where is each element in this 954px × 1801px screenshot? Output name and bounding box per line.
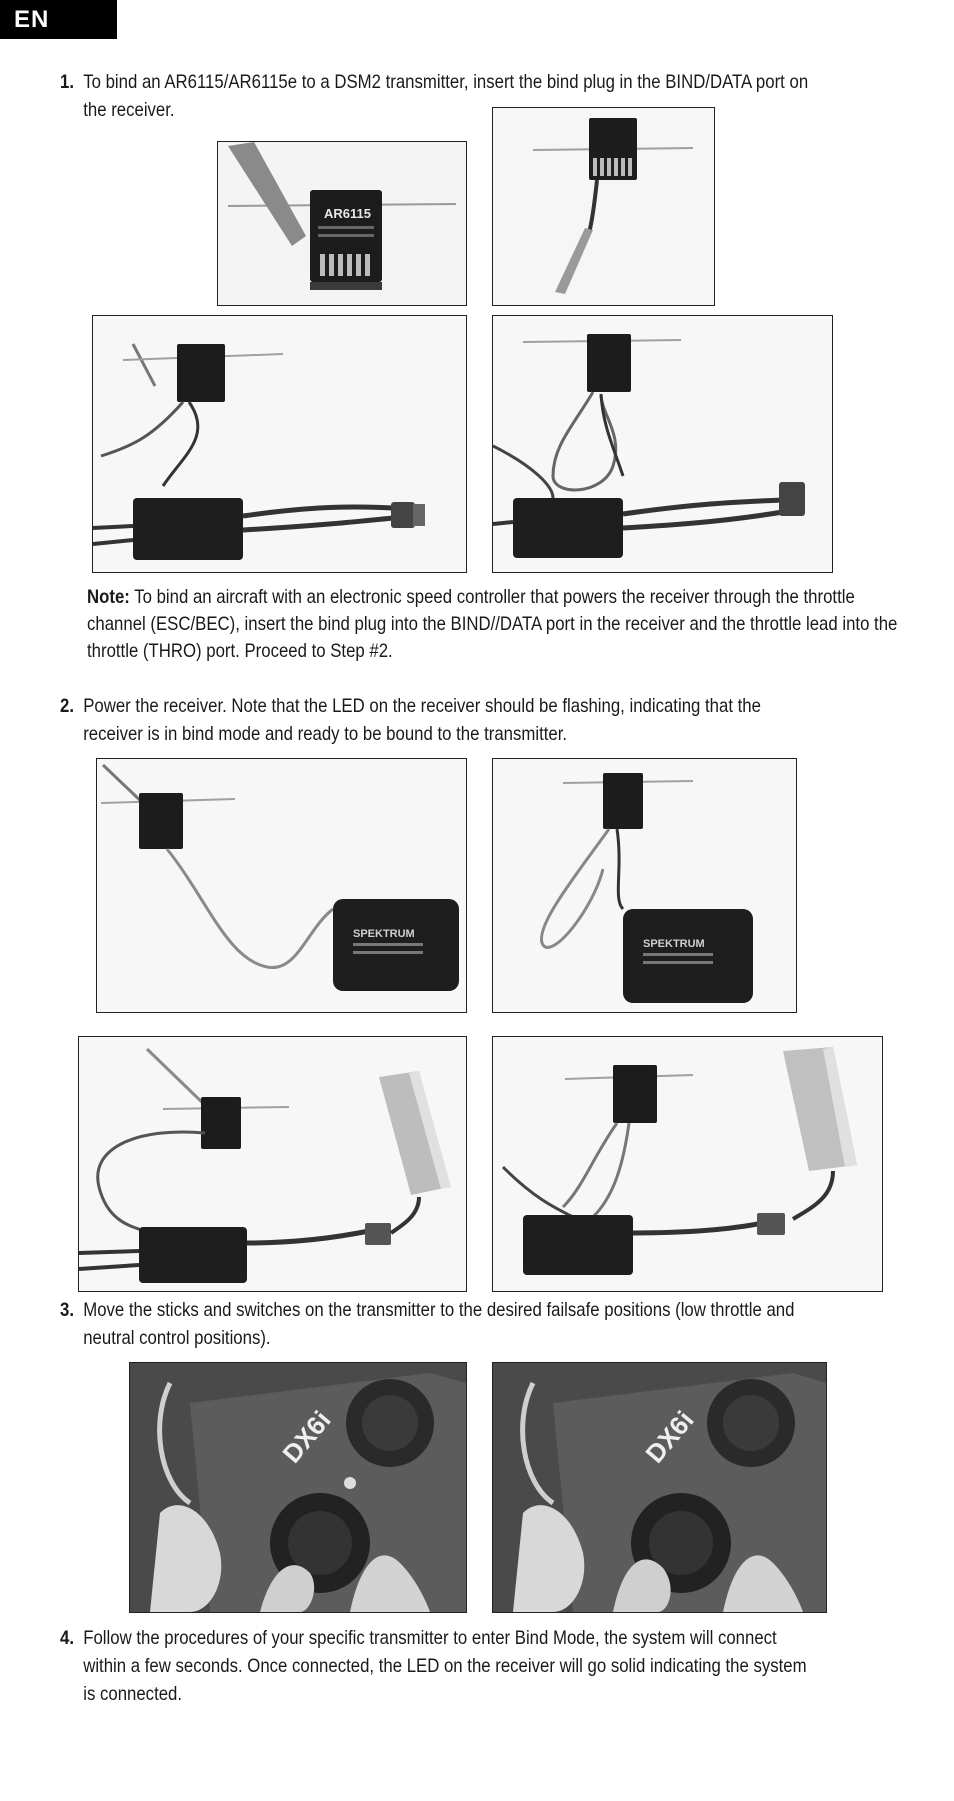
step-text: Follow the procedures of your specific transmitter to enter Bind Mode, the system will connect within a few seconds. Once connected, the LED on the receiver will go solid indicating the system is connected.	[83, 1627, 807, 1705]
step-text: Power the receiver. Note that the LED on the receiver should be flashing, indicating that the receiver is in bind mode and ready to be bound to the transmitter.	[83, 695, 761, 745]
step-3	[60, 1296, 920, 1352]
note-paragraph	[87, 584, 913, 665]
step-text: Move the sticks and switches on the transmitter to the desired failsafe positions (low throttle and neutral control positions).	[83, 1299, 795, 1349]
receiver-label: AR6115	[324, 206, 371, 221]
photo-receiver-esc-lipo	[78, 1036, 467, 1292]
photo-receiver-side-esc	[492, 315, 833, 573]
step-number: 1.	[60, 71, 74, 93]
step-number: 4.	[60, 1627, 74, 1649]
step-4	[60, 1624, 920, 1708]
photo-transmitter-sticks-right	[492, 1362, 827, 1613]
battery-brand-label: SPEKTRUM	[353, 928, 415, 940]
note-text: To bind an aircraft with an electronic speed controller that powers the receiver through the throttle channel (ESC/BEC), insert the bind plug into the BIND//DATA port in the receiver and the throttle lead into the throttle (THRO) port. Proceed to Step #2.	[87, 586, 898, 662]
step-number: 3.	[60, 1299, 74, 1321]
step-1	[60, 68, 920, 124]
battery-brand-label: SPEKTRUM	[643, 938, 705, 950]
photo-receiver-side-esc-lipo	[492, 1036, 883, 1292]
photo-receiver-bind-plug-side	[492, 107, 715, 306]
note-label: Note:	[87, 586, 130, 608]
photo-receiver-bind-plug-front	[217, 141, 467, 306]
transmitter-label: DX6i	[639, 1405, 700, 1469]
photo-receiver-esc-bind-plug	[92, 315, 467, 573]
step-number: 2.	[60, 695, 74, 717]
step-text: To bind an AR6115/AR6115e to a DSM2 transmitter, insert the bind plug in the BIND/DATA port on the receiver.	[83, 71, 809, 121]
photo-receiver-battery-pack	[96, 758, 467, 1013]
step-2	[60, 692, 920, 748]
photo-transmitter-sticks-left	[129, 1362, 467, 1613]
language-tab: EN	[0, 0, 117, 39]
transmitter-label: DX6i	[276, 1405, 337, 1469]
photo-receiver-side-battery-pack	[492, 758, 797, 1013]
